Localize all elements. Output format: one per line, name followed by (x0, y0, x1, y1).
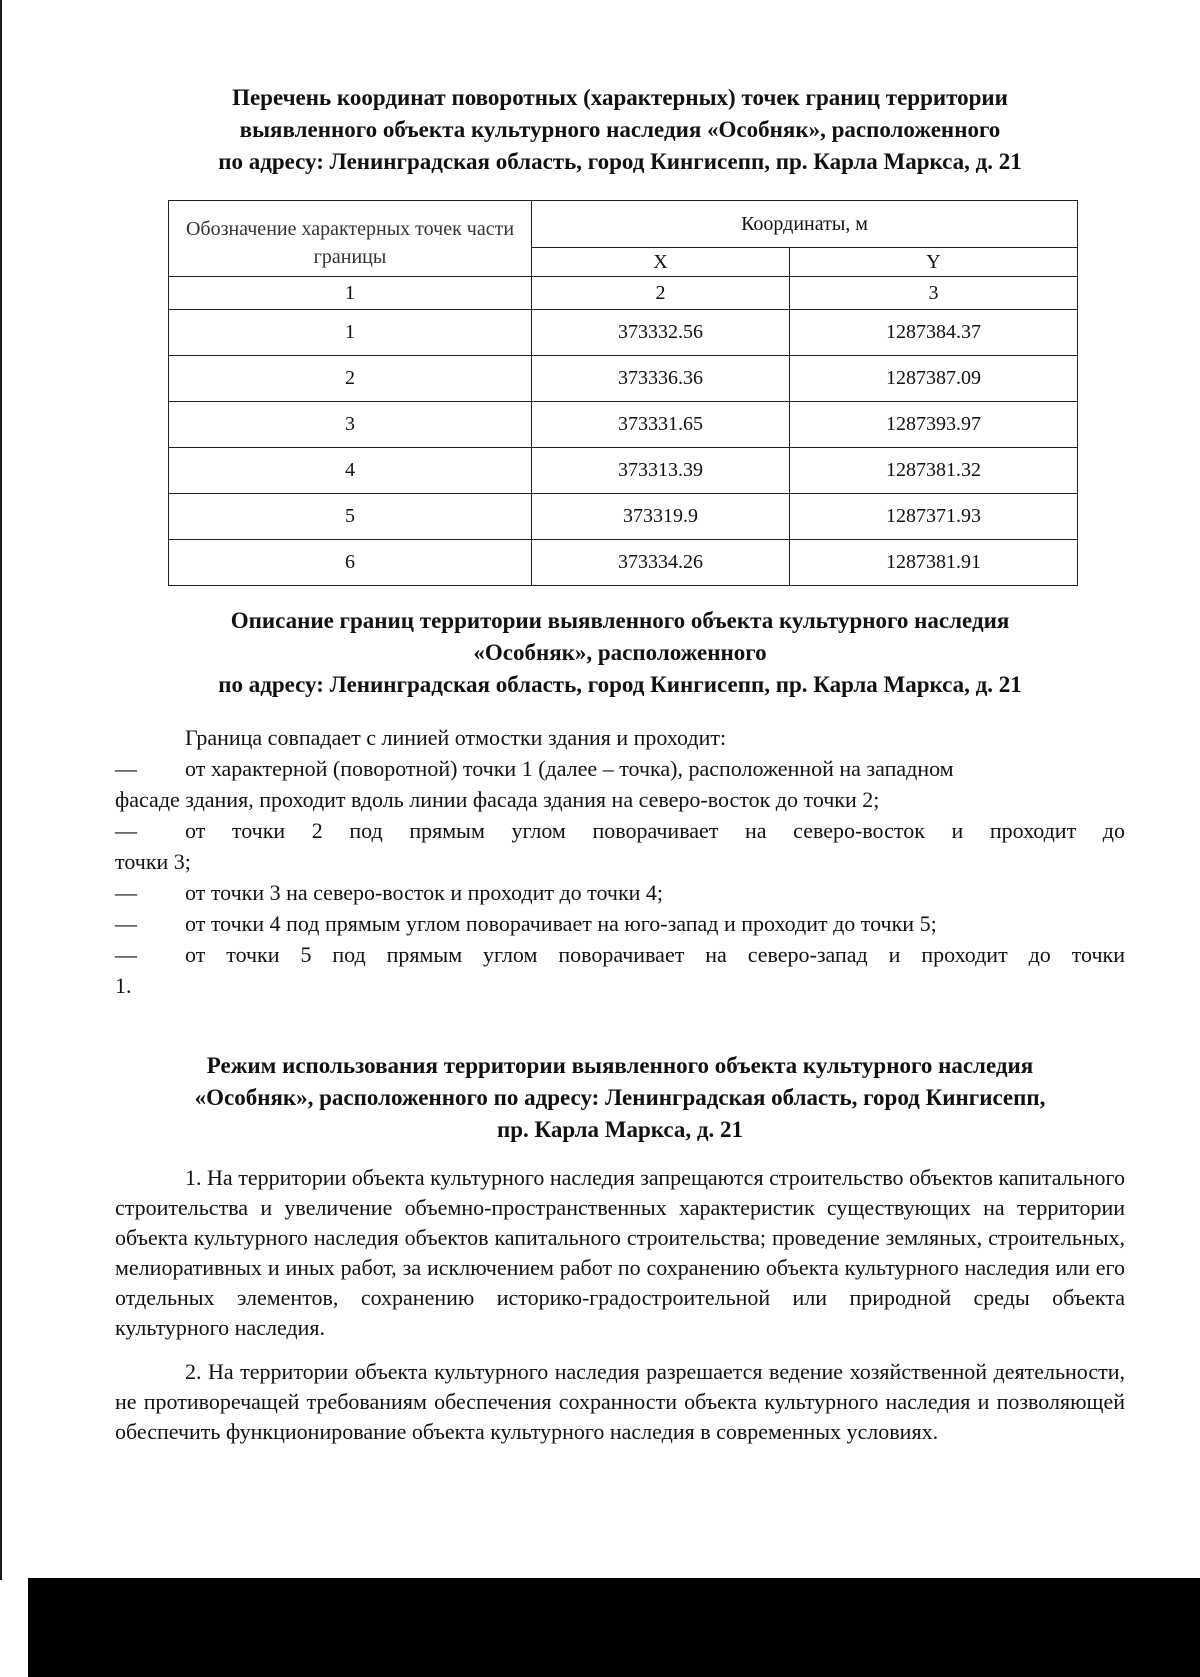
point-cell: 4 (169, 448, 532, 494)
boundary-description-title (110, 605, 1130, 701)
scan-edge (0, 0, 2, 1580)
dash-marker: — (115, 942, 137, 967)
title-line: по адресу: Ленинградская область, город Кингисепп, пр. Карла Маркса, д. 21 (218, 149, 1022, 174)
list-item (115, 815, 1125, 846)
list-item-text: от характерной (поворотной) точки 1 (далее – точка), расположенной на западном (185, 756, 954, 781)
title-line: Перечень координат поворотных (характерных) точек границ территории (232, 85, 1008, 110)
point-cell: 3 (169, 402, 532, 448)
list-item-text: от точки 5 под прямым углом поворачивает на северо-запад и проходит до точки (185, 942, 1125, 967)
point-cell: 1 (169, 310, 532, 356)
dash-marker: — (115, 911, 137, 936)
list-item-continuation: 1. (115, 973, 132, 998)
title-line: «Особняк», расположенного по адресу: Ленинградская область, город Кингисепп, (194, 1085, 1046, 1110)
scan-footer-bar (28, 1578, 1200, 1677)
coordinates-table (168, 200, 1078, 586)
title-line: Описание границ территории выявленного объекта культурного наследия (230, 608, 1010, 633)
list-item (115, 908, 1125, 939)
table-row (169, 448, 1078, 494)
y-cell: 1287387.09 (790, 356, 1078, 402)
header-y: Y (790, 248, 1078, 277)
list-item-text: от точки 2 под прямым углом поворачивает на северо-восток и проходит до (185, 818, 1125, 843)
table-row (169, 540, 1078, 586)
table-row (169, 310, 1078, 356)
dash-marker: — (115, 756, 137, 781)
title-line: «Особняк», расположенного (473, 640, 767, 665)
dash-marker: — (115, 818, 137, 843)
header-x: X (532, 248, 790, 277)
header-point-designation: Обозначение характерных точек части границы (169, 201, 532, 277)
y-cell: 1287371.93 (790, 494, 1078, 540)
title-line: по адресу: Ленинградская область, город Кингисепп, пр. Карла Маркса, д. 21 (218, 672, 1022, 697)
table-row (169, 356, 1078, 402)
y-cell: 1287381.32 (790, 448, 1078, 494)
column-number: 2 (532, 277, 790, 310)
boundary-description (115, 722, 1125, 1001)
x-cell: 373313.39 (532, 448, 790, 494)
description-intro: Граница совпадает с линией отмостки здания и проходит: (185, 725, 727, 750)
usage-regime-title (110, 1050, 1130, 1146)
point-cell: 5 (169, 494, 532, 540)
header-coordinates: Координаты, м (532, 201, 1078, 248)
column-number-row (169, 277, 1078, 310)
usage-regime (115, 1163, 1125, 1461)
title-line: Режим использования территории выявленного объекта культурного наследия (206, 1053, 1034, 1078)
column-number: 1 (169, 277, 532, 310)
y-cell: 1287393.97 (790, 402, 1078, 448)
list-item (115, 753, 1125, 784)
x-cell: 373332.56 (532, 310, 790, 356)
table-row (169, 494, 1078, 540)
title-line: пр. Карла Маркса, д. 21 (496, 1117, 744, 1142)
x-cell: 373334.26 (532, 540, 790, 586)
x-cell: 373319.9 (532, 494, 790, 540)
list-item-continuation: точки 3; (115, 849, 191, 874)
x-cell: 373331.65 (532, 402, 790, 448)
dash-marker: — (115, 880, 137, 905)
table-row (169, 402, 1078, 448)
column-number: 3 (790, 277, 1078, 310)
regime-paragraph: 1. На территории объекта культурного наследия запрещаются строительство объектов капитального строительства и увеличение объемно-пространственных характеристик существующих на территории объекта культурного наследия объектов капитального строительства; проведение земляных, строительных, мелиоративных и иных работ, за исключением работ по сохранению объекта культурного наследия или его отдельных элементов, сохранению историко-градостроительной или природной среды объекта культурного наследия. (115, 1165, 1125, 1340)
table-header-row (169, 201, 1078, 248)
list-item-text: от точки 3 на северо-восток и проходит до точки 4; (185, 880, 664, 905)
list-item-continuation: фасаде здания, проходит вдоль линии фасада здания на северо-восток до точки 2; (115, 787, 880, 812)
list-item (115, 939, 1125, 970)
list-item-text: от точки 4 под прямым углом поворачивает на юго-запад и проходит до точки 5; (185, 911, 937, 936)
y-cell: 1287381.91 (790, 540, 1078, 586)
list-item (115, 877, 1125, 908)
point-cell: 6 (169, 540, 532, 586)
title-line: выявленного объекта культурного наследия «Особняк», расположенного (239, 117, 1001, 142)
point-cell: 2 (169, 356, 532, 402)
regime-paragraph: 2. На территории объекта культурного наследия разрешается ведение хозяйственной деятельности, не противоречащей требованиям обеспечения сохранности объекта культурного наследия и позволяющей обеспечить функционирование объекта культурного наследия в современных условиях. (115, 1359, 1125, 1444)
y-cell: 1287384.37 (790, 310, 1078, 356)
x-cell: 373336.36 (532, 356, 790, 402)
coordinates-list-title (110, 82, 1130, 178)
